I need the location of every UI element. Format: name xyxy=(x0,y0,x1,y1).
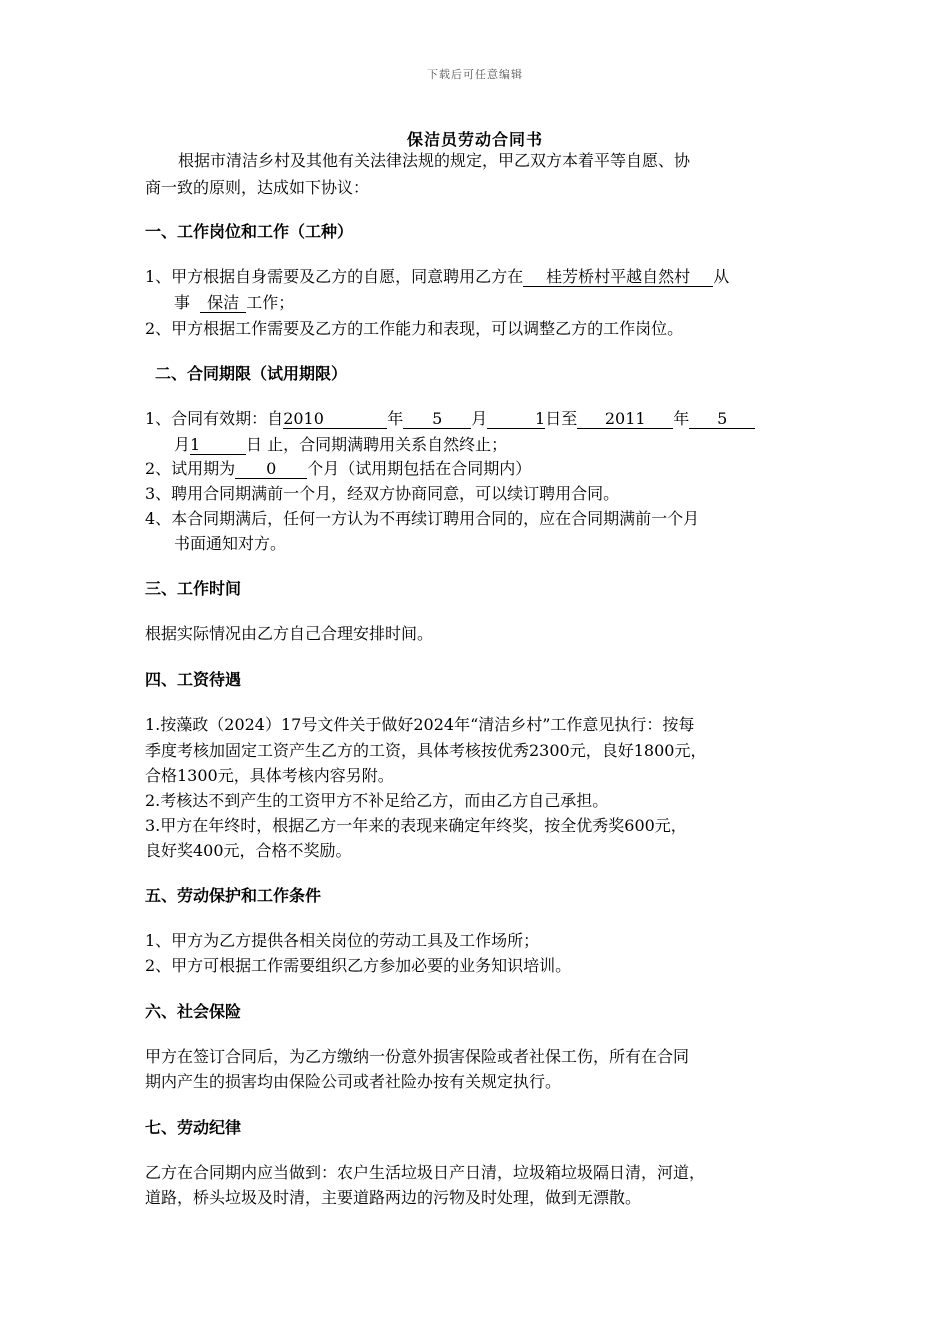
section-3-heading: 三、工作时间 xyxy=(145,579,242,598)
section-3-text: 根据实际情况由乙方自己合理安排时间。 xyxy=(145,624,434,643)
section-1-item-1-cont: 事 保洁 工作； xyxy=(174,293,295,312)
section-1-item-2: 2、甲方根据工作需要及乙方的工作能力和表现，可以调整乙方的工作岗位。 xyxy=(145,319,684,338)
section-5-heading: 五、劳动保护和工作条件 xyxy=(145,886,322,905)
intro-line-2: 商一致的原则，达成如下协议： xyxy=(145,178,370,197)
section-4-line-6: 良好奖400元，合格不奖励。 xyxy=(145,841,352,860)
section-2-item-1-cont: 月1 日 止，合同期满聘用关系自然终止； xyxy=(174,435,508,454)
section-1-item-1: 1、甲方根据自身需要及乙方的自愿，同意聘用乙方在 桂芳桥村平越自然村 从 xyxy=(145,267,730,286)
section-2-item-1: 1、合同有效期：自2010 年 5 月 1日至 2011 年 5 xyxy=(145,408,755,430)
section-4-line-4: 2.考核达不到产生的工资甲方不补足给乙方，而由乙方自己承担。 xyxy=(145,791,609,810)
section-4-heading: 四、工资待遇 xyxy=(145,670,242,689)
document-title: 保洁员劳动合同书 xyxy=(406,130,543,149)
end-day-field: 1 xyxy=(190,435,246,455)
section-2-item-4: 4、本合同期满后，任何一方认为不再续订聘用合同的，应在合同期满前一个月 xyxy=(145,509,700,528)
section-6-line-1: 甲方在签订合同后，为乙方缴纳一份意外损害保险或者社保工伤，所有在合同 xyxy=(145,1047,690,1066)
page-header: 下载后可任意编辑 xyxy=(427,68,523,81)
section-2-heading: 二、合同期限（试用期限） xyxy=(155,364,348,383)
job-field: 保洁 xyxy=(200,293,246,313)
section-4-line-5: 3.甲方在年终时，根据乙方一年来的表现来确定年终奖，按全优秀奖600元， xyxy=(145,816,687,835)
section-2-item-3: 3、聘用合同期满前一个月，经双方协商同意，可以续订聘用合同。 xyxy=(145,484,620,503)
section-7-line-1: 乙方在合同期内应当做到：农户生活垃圾日产日清，垃圾箱垃圾隔日清，河道， xyxy=(145,1163,706,1182)
intro-line-1: 根据市清洁乡村及其他有关法律法规的规定，甲乙双方本着平等自愿、协 xyxy=(178,151,691,170)
section-6-heading: 六、社会保险 xyxy=(145,1002,242,1021)
location-field: 桂芳桥村平越自然村 xyxy=(523,267,713,287)
section-7-heading: 七、劳动纪律 xyxy=(145,1118,242,1137)
start-month-field: 5 xyxy=(403,409,471,429)
section-2-item-2: 2、试用期为 0 个月（试用期包括在合同期内） xyxy=(145,459,532,478)
section-5-item-2: 2、甲方可根据工作需要组织乙方参加必要的业务知识培训。 xyxy=(145,956,572,975)
start-year-field: 2010 xyxy=(283,409,387,429)
probation-field: 0 xyxy=(235,459,307,479)
section-4-line-2: 季度考核加固定工资产生乙方的工资，具体考核按优秀2300元，良好1800元， xyxy=(145,741,707,760)
section-6-line-2: 期内产生的损害均由保险公司或者社险办按有关规定执行。 xyxy=(145,1072,562,1091)
section-1-heading: 一、工作岗位和工作（工种） xyxy=(145,222,354,241)
start-day-field: 1 xyxy=(487,409,545,429)
section-2-item-4-cont: 书面通知对方。 xyxy=(174,534,287,553)
end-month-field: 5 xyxy=(689,409,755,429)
section-5-item-1: 1、甲方为乙方提供各相关岗位的劳动工具及工作场所； xyxy=(145,931,540,950)
section-7-line-2: 道路，桥头垃圾及时清，主要道路两边的污物及时处理，做到无漂散。 xyxy=(145,1188,642,1207)
section-4-line-3: 合格1300元，具体考核内容另附。 xyxy=(145,766,394,785)
section-4-line-1: 1.按藻政（2024）17号文件关于做好2024年“清洁乡村”工作意见执行：按每 xyxy=(145,715,695,734)
end-year-field: 2011 xyxy=(577,409,673,429)
